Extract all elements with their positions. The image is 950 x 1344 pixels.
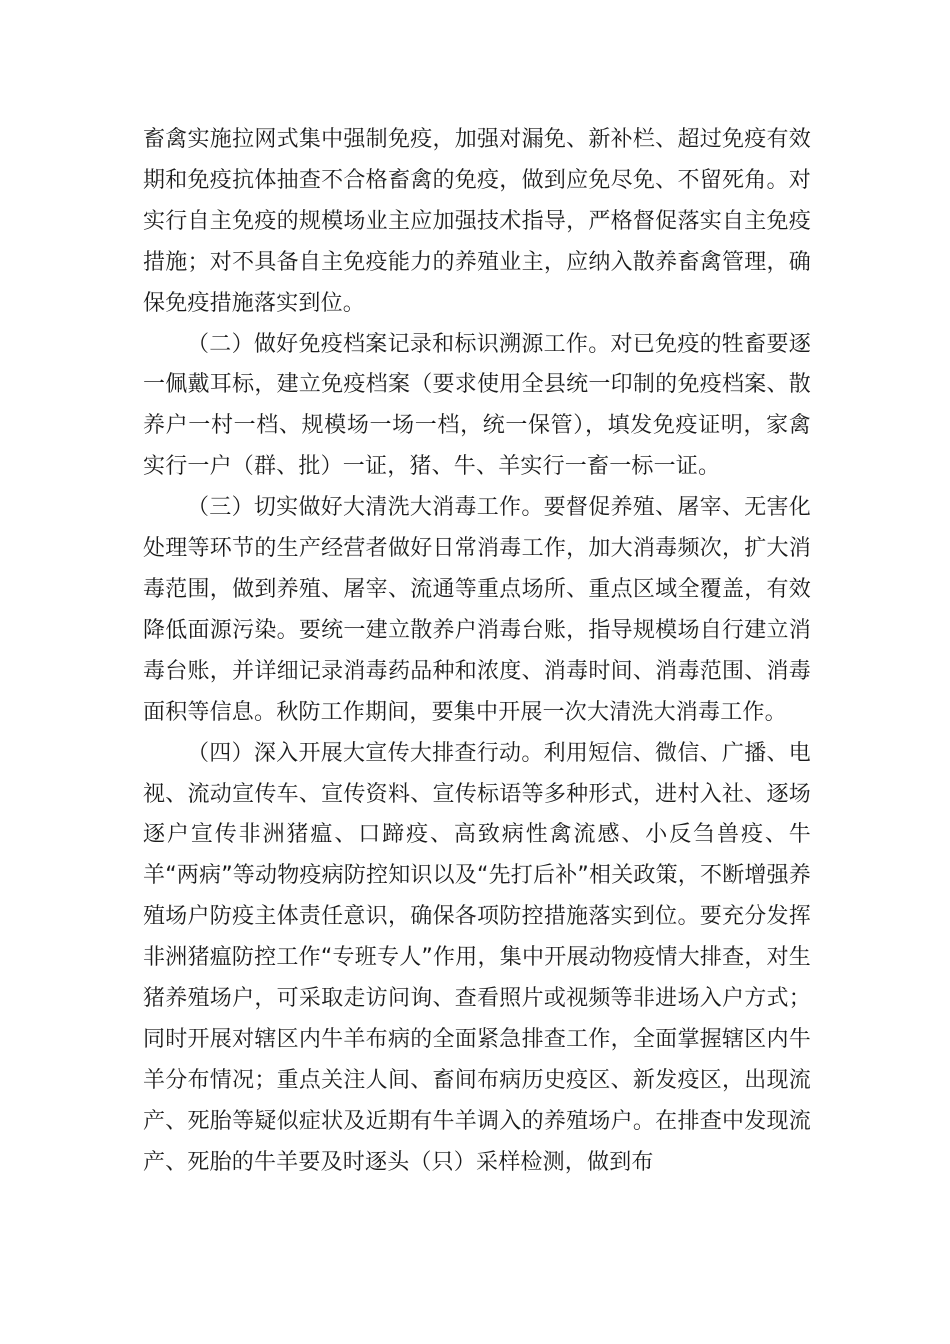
paragraph-1: 畜禽实施拉网式集中强制免疫，加强对漏免、新补栏、超过免疫有效期和免疫抗体抽查不合格畜禽的免疫，做到应免尽免、不留死角。对实行自主免疫的规模场业主应加强技术指导，严格督促落实自主免疫措施；对不具备自主免疫能力的养殖业主，应纳入散养畜禽管理，确保免疫措施落实到位。	[143, 127, 811, 316]
paragraph-3: （三）切实做好大清洗大消毒工作。要督促养殖、屠宰、无害化处理等环节的生产经营者做好日常消毒工作，加大消毒频次，扩大消毒范围，做到养殖、屠宰、流通等重点场所、重点区域全覆盖，有效降低面源污染。要统一建立散养户消毒台账，指导规模场自行建立消毒台账，并详细记录消毒药品种和浓度、消毒时间、消毒范围、消毒面积等信息。秋防工作期间，要集中开展一次大清洗大消毒工作。	[143, 495, 811, 725]
paragraph-4: （四）深入开展大宣传大排查行动。利用短信、微信、广播、电视、流动宣传车、宣传资料、宣传标语等多种形式，进村入社、逐场逐户宣传非洲猪瘟、口蹄疫、高致病性禽流感、小反刍兽疫、牛羊“两病”等动物疫病防控知识以及“先打后补”相关政策，不断增强养殖场户防疫主体责任意识，确保各项防控措施落实到位。要充分发挥非洲猪瘟防控工作“专班专人”作用，集中开展动物疫情大排查，对生猪养殖场户，可采取走访问询、查看照片或视频等非进场入户方式；同时开展对辖区内牛羊布病的全面紧急排查工作，全面掌握辖区内牛羊分布情况；重点关注人间、畜间布病历史疫区、新发疫区，出现流产、死胎等疑似症状及近期有牛羊调入的养殖场户。在排查中发现流产、死胎的牛羊要及时逐头（只）采样检测，做到布	[143, 740, 811, 1175]
paragraph-2: （二）做好免疫档案记录和标识溯源工作。对已免疫的牲畜要逐一佩戴耳标，建立免疫档案（要求使用全县统一印制的免疫档案、散养户一村一档、规模场一场一档，统一保管），填发免疫证明，家禽实行一户（群、批）一证，猪、牛、羊实行一畜一标一证。	[143, 331, 811, 480]
document-page	[143, 120, 811, 1184]
